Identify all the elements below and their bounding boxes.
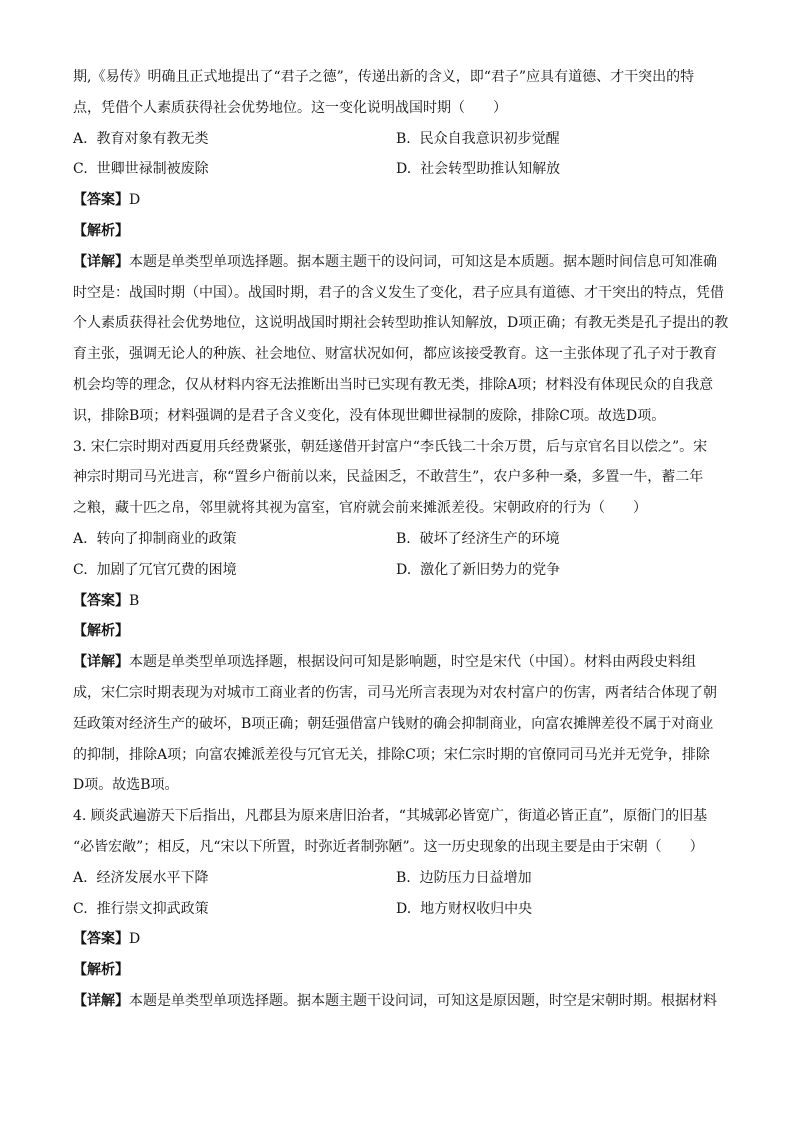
- option-letter: D.: [396, 561, 412, 578]
- option-text: 边防压力日益增加: [419, 869, 532, 886]
- option-letter: A.: [73, 869, 88, 886]
- detail-line: 识，排除B项；材料强调的是君子含义变化，没有体现世卿世禄制的废除，排除C项。故选D项。: [73, 407, 666, 424]
- detail: [73, 986, 723, 1017]
- option-text: 地方财权收归中央: [420, 900, 533, 917]
- option-a: [73, 863, 396, 894]
- option-b: [396, 863, 532, 894]
- detail-line: D项。故选B项。: [73, 777, 179, 794]
- detail-text: 本题是单类型单项选择题。据本题主题干设问词，可知这是原因题，时空是宋朝时期。根据材料: [129, 992, 717, 1009]
- options-row-2: [73, 555, 723, 586]
- option-letter: D.: [396, 900, 412, 917]
- analysis-label-text: 【解析】: [73, 222, 129, 239]
- option-b: [396, 524, 560, 555]
- option-d: [396, 894, 532, 925]
- option-text: 推行崇文抑武政策: [96, 900, 209, 917]
- option-text: 加剧了冗官冗费的困境: [96, 561, 237, 578]
- answer-label: 【答案】: [73, 192, 129, 209]
- answer: [73, 924, 723, 955]
- question-4: [73, 801, 723, 1017]
- option-letter: D.: [396, 161, 412, 178]
- option-c: [73, 154, 396, 185]
- option-letter: B.: [396, 869, 411, 886]
- question-2-stem: [73, 62, 723, 124]
- options-row-2: [73, 894, 723, 925]
- option-letter: A.: [73, 530, 88, 547]
- answer-value: D: [129, 192, 141, 209]
- analysis-label: [73, 216, 723, 247]
- options-row-1: [73, 863, 723, 894]
- option-a: [73, 124, 396, 155]
- analysis-label-text: 【解析】: [73, 623, 129, 640]
- stem-line: 3. 宋仁宗时期对西夏用兵经费紧张，朝廷遂借开封富户“李氏钱二十余万贯，后与京官名目以偿之”。宋: [73, 438, 708, 455]
- question-3-stem: [73, 432, 723, 524]
- option-letter: A.: [73, 130, 88, 147]
- answer-value: D: [129, 931, 141, 948]
- option-text: 社会转型助推认知解放: [420, 161, 561, 178]
- option-text: 世卿世禄制被废除: [96, 161, 209, 178]
- answer-label: 【答案】: [73, 592, 129, 609]
- question-4-stem: [73, 801, 723, 863]
- option-text: 教育对象有教无类: [96, 130, 209, 147]
- stem-line: 神宗时期司马光进言，称“置乡户衙前以来，民益困乏，不敢营生”，农户多种一桑，多置一牛，蓄二年: [73, 469, 704, 486]
- document-page: [73, 62, 729, 1017]
- stem-line: “必皆宏敞”；相反，凡“宋以下所置，时弥近者制弥陋”。这一历史现象的出现主要是由于宋朝（ ）: [73, 838, 704, 855]
- option-letter: B.: [396, 130, 411, 147]
- option-a: [73, 524, 396, 555]
- question-2: [73, 62, 729, 432]
- stem-line: 4. 顾炎武遍游天下后指出，凡郡县为原来唐旧治者，“其城郭必皆宽广，街道必皆正直”，原衙门的旧基: [73, 808, 708, 825]
- analysis-label-text: 【解析】: [73, 962, 129, 979]
- answer-label: 【答案】: [73, 931, 129, 948]
- option-text: 民众自我意识初步觉醒: [419, 130, 560, 147]
- detail-line: 的抑制，排除A项；向富农摊派差役与冗官无关，排除C项；宋仁宗时期的官僚同司马光并无党争，排除: [73, 746, 710, 763]
- detail-line: 成，宋仁宗时期表现为对城市工商业者的伤害，司马光所言表现为对农村富户的伤害，两者结合体现了朝: [73, 684, 717, 701]
- option-b: [396, 124, 560, 155]
- detail-line: 廷政策对经济生产的破坏，B项正确；朝廷强借富户钱财的确会抑制商业，向富农摊牌差役不属于对商业: [73, 715, 714, 732]
- detail: [73, 647, 723, 801]
- options-row-2: [73, 154, 723, 185]
- detail-text: 本题是单类型单项选择题，根据设问可知是影响题，时空是宋代（中国）。材料由两段史料组: [129, 654, 696, 671]
- stem-line: 点，凭借个人素质获得社会优势地位。这一变化说明战国时期（ ）: [73, 99, 507, 116]
- answer: [73, 185, 723, 216]
- detail-label: 【详解】: [73, 253, 129, 270]
- option-c: [73, 894, 396, 925]
- detail-line: [73, 247, 723, 278]
- option-letter: C.: [73, 161, 88, 178]
- answer-value: B: [129, 592, 140, 609]
- option-d: [396, 555, 560, 586]
- stem-line: 期,《易传》明确且正式地提出了“君子之德”，传递出新的含义，即“君子”应具有道德、才干突出的特: [73, 69, 695, 85]
- option-c: [73, 555, 396, 586]
- option-text: 经济发展水平下降: [96, 869, 209, 886]
- options-row-1: [73, 124, 723, 155]
- detail-line: [73, 986, 723, 1017]
- option-text: 破坏了经济生产的环境: [419, 530, 560, 547]
- detail-line: 时空是：战国时期（中国）。战国时期，君子的含义发生了变化，君子应具有道德、才干突出的特点，凭借: [73, 284, 724, 301]
- detail-label: 【详解】: [73, 992, 129, 1009]
- analysis-label: [73, 616, 723, 647]
- answer: [73, 586, 723, 617]
- detail-text: 本题是单类型单项选择题。据本题主题干的设问词，可知这是本质题。据本题时间信息可知准确: [129, 253, 717, 270]
- option-letter: C.: [73, 900, 88, 917]
- detail-label: 【详解】: [73, 654, 129, 671]
- option-text: 激化了新旧势力的党争: [420, 561, 561, 578]
- option-letter: B.: [396, 530, 411, 547]
- option-letter: C.: [73, 561, 88, 578]
- detail-line: 机会均等的理念，仅从材料内容无法推断出当时已实现有教无类，排除A项；材料没有体现民众的自我意: [73, 376, 714, 393]
- option-text: 转向了抑制商业的政策: [96, 530, 237, 547]
- analysis-label: [73, 955, 723, 986]
- question-3: [73, 432, 723, 802]
- detail-line: 育主张，强调无论人的种族、社会地位、财富状况如何，都应该接受教育。这一主张体现了孔子对于教育: [73, 346, 717, 363]
- detail-line: [73, 647, 723, 678]
- options-row-1: [73, 524, 723, 555]
- detail: [73, 247, 729, 432]
- detail-line: 个人素质获得社会优势地位，这说明战国时期社会转型助推认知解放，D项正确；有教无类是孔子提出的教: [73, 315, 729, 332]
- option-d: [396, 154, 560, 185]
- stem-line: 之粮，藏十匹之帛，邻里就将其视为富室，官府就会前来摊派差役。宋朝政府的行为（ ）: [73, 500, 647, 517]
